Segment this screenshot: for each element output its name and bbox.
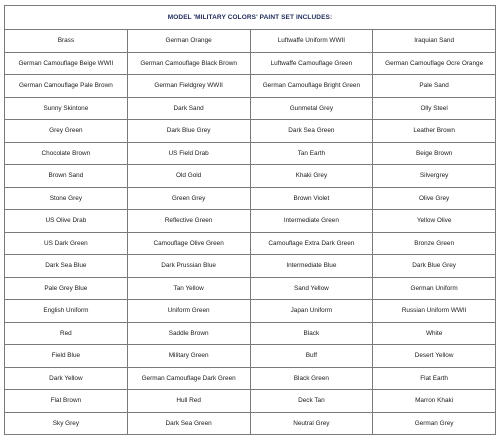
paint-color-cell: German Camouflage Pale Brown: [5, 75, 128, 98]
paint-color-cell: Japan Uniform: [250, 300, 373, 323]
table-row: [5, 255, 496, 278]
paint-color-cell: Camouflage Olive Green: [127, 232, 250, 255]
table-row: [5, 210, 496, 233]
table-body: [5, 30, 496, 435]
paint-color-cell: Brown Sand: [5, 165, 128, 188]
paint-color-cell: Buff: [250, 345, 373, 368]
paint-color-cell: Reflective Green: [127, 210, 250, 233]
paint-color-cell: Leather Brown: [373, 120, 496, 143]
table-row: [5, 30, 496, 53]
paint-color-cell: Dark Yellow: [5, 367, 128, 390]
paint-color-cell: German Uniform: [373, 277, 496, 300]
paint-color-cell: Luftwaffe Camouflage Green: [250, 52, 373, 75]
table-row: [5, 300, 496, 323]
paint-color-cell: German Grey: [373, 412, 496, 435]
paint-color-cell: Sunny Skintone: [5, 97, 128, 120]
paint-color-cell: Iraquian Sand: [373, 30, 496, 53]
table-header-row: [5, 6, 496, 30]
paint-color-cell: Deck Tan: [250, 390, 373, 413]
paint-color-cell: Tan Yellow: [127, 277, 250, 300]
paint-color-cell: Black: [250, 322, 373, 345]
paint-color-cell: English Uniform: [5, 300, 128, 323]
paint-color-cell: Pale Sand: [373, 75, 496, 98]
paint-color-cell: Sand Yellow: [250, 277, 373, 300]
table-row: [5, 142, 496, 165]
table-row: [5, 97, 496, 120]
table-row: [5, 187, 496, 210]
table-row: [5, 390, 496, 413]
paint-color-cell: Green Grey: [127, 187, 250, 210]
paint-color-cell: Neutral Grey: [250, 412, 373, 435]
paint-color-cell: German Fieldgrey WWII: [127, 75, 250, 98]
table-row: [5, 75, 496, 98]
paint-color-cell: Desert Yellow: [373, 345, 496, 368]
paint-color-cell: Beige Brown: [373, 142, 496, 165]
table-row: [5, 322, 496, 345]
paint-color-cell: Khaki Grey: [250, 165, 373, 188]
paint-color-cell: Dark Sea Blue: [5, 255, 128, 278]
paint-color-cell: Black Green: [250, 367, 373, 390]
paint-color-cell: Dark Sand: [127, 97, 250, 120]
paint-color-cell: Gunmetal Grey: [250, 97, 373, 120]
paint-color-cell: US Field Drab: [127, 142, 250, 165]
paint-color-cell: Old Gold: [127, 165, 250, 188]
paint-color-cell: Dark Sea Green: [250, 120, 373, 143]
paint-color-cell: Dark Blue Grey: [373, 255, 496, 278]
paint-color-cell: Saddle Brown: [127, 322, 250, 345]
paint-color-cell: Stone Grey: [5, 187, 128, 210]
paint-color-cell: Sky Grey: [5, 412, 128, 435]
paint-color-cell: Military Green: [127, 345, 250, 368]
paint-color-cell: German Camouflage Black Brown: [127, 52, 250, 75]
table-row: [5, 345, 496, 368]
paint-color-cell: Camouflage Extra Dark Green: [250, 232, 373, 255]
paint-set-table: [4, 5, 496, 435]
paint-color-cell: Silvergrey: [373, 165, 496, 188]
table-row: [5, 165, 496, 188]
paint-color-cell: Brass: [5, 30, 128, 53]
paint-color-cell: Pale Grey Blue: [5, 277, 128, 300]
paint-color-cell: Chocolate Brown: [5, 142, 128, 165]
paint-color-cell: German Camouflage Dark Green: [127, 367, 250, 390]
paint-color-cell: Flat Earth: [373, 367, 496, 390]
paint-color-cell: Luftwaffe Uniform WWII: [250, 30, 373, 53]
paint-color-cell: Uniform Green: [127, 300, 250, 323]
paint-color-cell: Red: [5, 322, 128, 345]
paint-color-cell: White: [373, 322, 496, 345]
paint-color-cell: Olly Steel: [373, 97, 496, 120]
paint-color-cell: Russian Uniform WWII: [373, 300, 496, 323]
paint-color-cell: Dark Prussian Blue: [127, 255, 250, 278]
table-row: [5, 232, 496, 255]
table-row: [5, 412, 496, 435]
table-row: [5, 367, 496, 390]
paint-color-cell: US Dark Green: [5, 232, 128, 255]
paint-color-cell: Intermediate Blue: [250, 255, 373, 278]
paint-color-cell: Tan Earth: [250, 142, 373, 165]
paint-color-cell: Flat Brown: [5, 390, 128, 413]
paint-color-cell: US Olive Drab: [5, 210, 128, 233]
paint-color-cell: Olive Grey: [373, 187, 496, 210]
paint-color-cell: German Camouflage Beige WWII: [5, 52, 128, 75]
paint-color-cell: Bronze Green: [373, 232, 496, 255]
paint-set-table-container: [4, 5, 496, 435]
paint-color-cell: Marron Khaki: [373, 390, 496, 413]
table-row: [5, 120, 496, 143]
paint-color-cell: Yellow Olive: [373, 210, 496, 233]
paint-color-cell: Field Blue: [5, 345, 128, 368]
paint-color-cell: German Camouflage Ocre Orange: [373, 52, 496, 75]
paint-color-cell: German Orange: [127, 30, 250, 53]
paint-color-cell: Hull Red: [127, 390, 250, 413]
table-row: [5, 277, 496, 300]
paint-color-cell: Brown Violet: [250, 187, 373, 210]
table-row: [5, 52, 496, 75]
paint-color-cell: Dark Blue Grey: [127, 120, 250, 143]
paint-color-cell: Dark Sea Green: [127, 412, 250, 435]
table-title: MODEL 'MILITARY COLORS' PAINT SET INCLUDES:: [5, 6, 496, 30]
paint-color-cell: Grey Green: [5, 120, 128, 143]
paint-color-cell: German Camouflage Bright Green: [250, 75, 373, 98]
paint-color-cell: Intermediate Green: [250, 210, 373, 233]
